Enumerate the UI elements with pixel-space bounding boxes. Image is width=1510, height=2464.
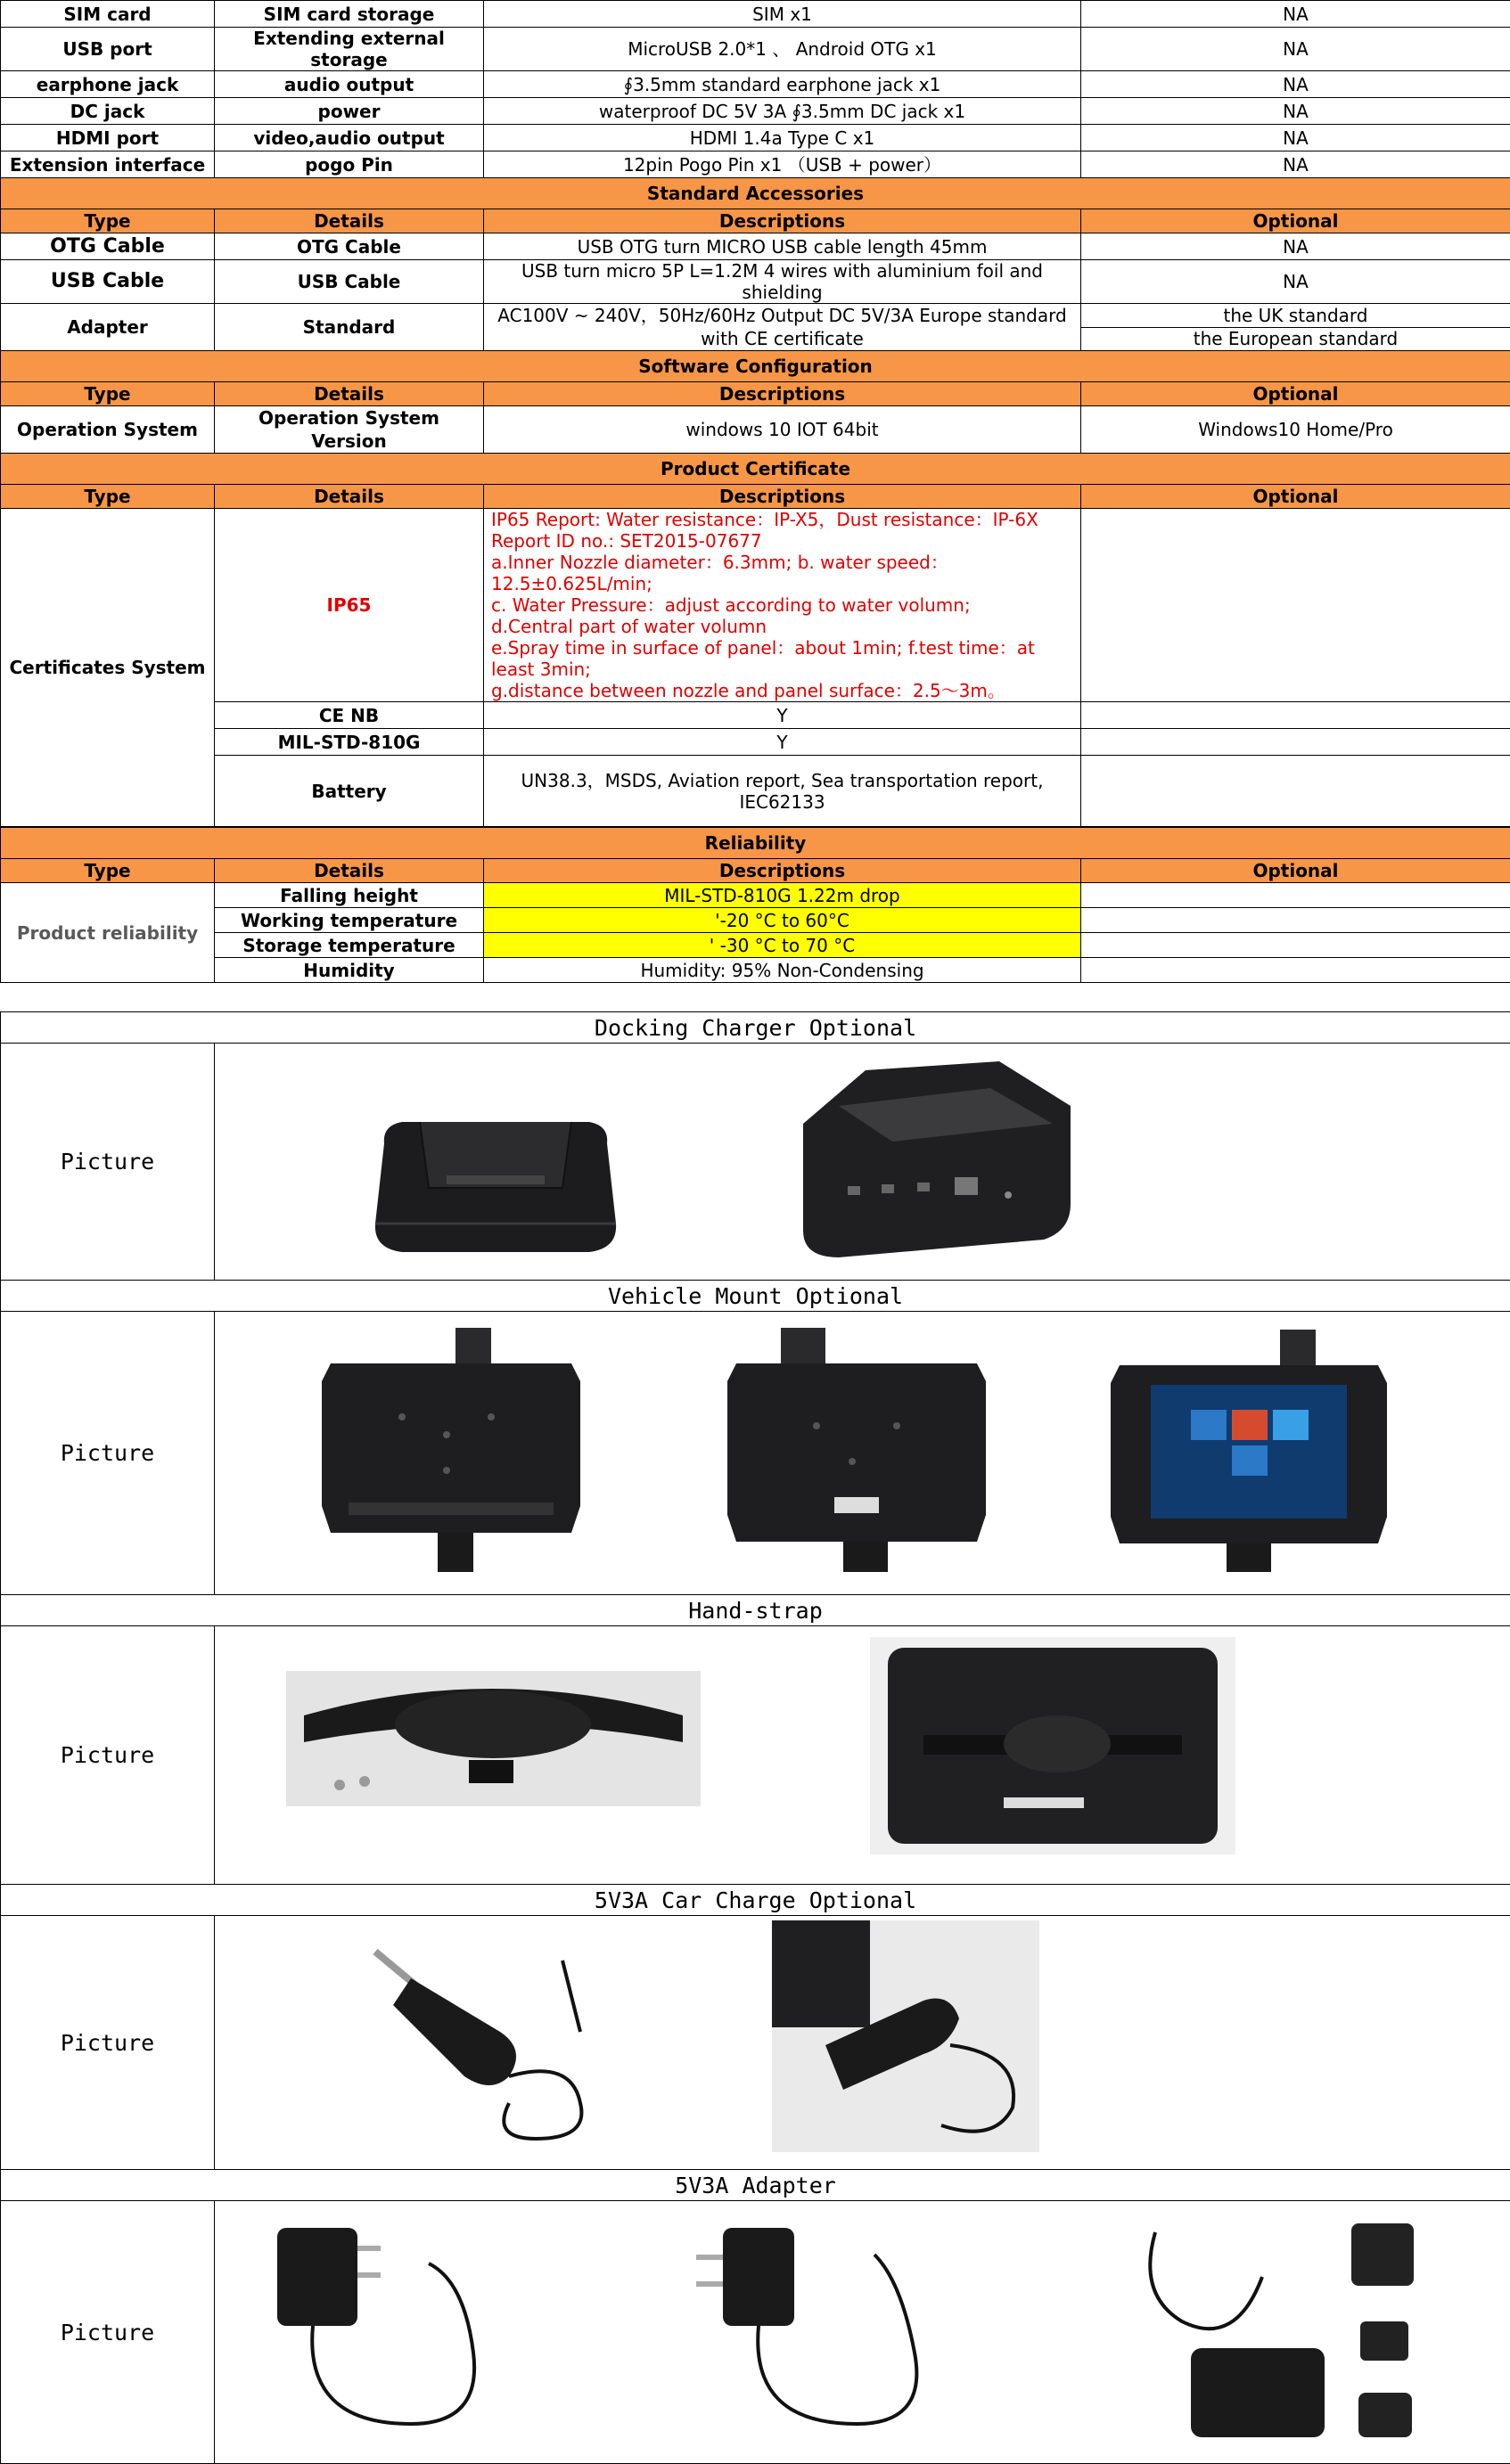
row-optional: NA	[1081, 151, 1510, 178]
ip65-label: IP65	[215, 509, 484, 702]
row-desc: Y	[484, 729, 1081, 756]
section-title-row	[1, 1595, 1510, 1626]
section-title: Software Configuration	[1, 351, 1510, 382]
section-title-row	[1, 1281, 1510, 1312]
section-header-certificate	[1, 454, 1510, 485]
row-optional	[1081, 509, 1510, 702]
row-details: audio output	[215, 71, 484, 98]
ip65-line: d.Central part of water volumn	[491, 616, 767, 637]
row-desc: 12pin Pogo Pin x1 （USB + power）	[484, 151, 1081, 178]
row-details: SIM card storage	[215, 1, 484, 28]
row-details: pogo Pin	[215, 151, 484, 178]
row-desc: windows 10 IOT 64bit	[484, 406, 1081, 454]
ip65-line: e.Spray time in surface of panel：about 1min; f.test time：at least 3min;	[491, 637, 1035, 680]
row-details: Humidity	[215, 958, 484, 983]
row-details: MIL-STD-810G	[215, 729, 484, 756]
column-header-row	[1, 859, 1510, 883]
row-type: Operation System	[1, 406, 215, 454]
reliability-row	[1, 933, 1510, 958]
row-optional: NA	[1081, 125, 1510, 151]
header-type: Type	[1, 485, 215, 509]
row-type: USB port	[1, 28, 215, 71]
reliability-row	[1, 908, 1510, 933]
battery-row	[1, 756, 1510, 827]
row-type: SIM card	[1, 1, 215, 28]
operation-system-row	[1, 406, 1510, 454]
vehicle-mount-front-image	[718, 1328, 995, 1579]
car-charge-pictures	[215, 1916, 1510, 2170]
row-optional: NA	[1081, 98, 1510, 125]
row-details: Battery	[215, 756, 484, 827]
row-type: Adapter	[1, 304, 215, 351]
picture-label: Picture	[1, 1916, 215, 2170]
row-details: Extending external storage	[215, 28, 484, 71]
row-type: earphone jack	[1, 71, 215, 98]
row-desc: USB OTG turn MICRO USB cable length 45mm	[484, 233, 1081, 260]
section-title: Reliability	[1, 828, 1510, 859]
column-header-row	[1, 382, 1510, 406]
section-header-accessories	[1, 178, 1510, 209]
row-optional	[1081, 756, 1510, 827]
row-desc: Y	[484, 702, 1081, 729]
adapter-row	[1, 304, 1510, 328]
row-optional: NA	[1081, 233, 1510, 260]
hand-strap-title: Hand-strap	[1, 1595, 1510, 1626]
row-desc: UN38.3，MSDS, Aviation report, Sea transportation report, IEC62133	[484, 756, 1081, 827]
picture-label: Picture	[1, 1626, 215, 1885]
car-charger-tablet-image	[772, 1920, 1039, 2152]
adapter-desc-line: with CE certificate	[701, 328, 864, 349]
row-desc: SIM x1	[484, 1, 1081, 28]
row-type: USB Cable	[1, 260, 215, 304]
row-optional: Windows10 Home/Pro	[1081, 406, 1510, 454]
ip65-line: c. Water Pressure：adjust according to water volumn;	[491, 594, 971, 616]
picture-label: Picture	[1, 1312, 215, 1595]
picture-row	[1, 1626, 1510, 1885]
us-adapter-image	[250, 2210, 518, 2451]
docking-charger-pictures	[215, 1044, 1510, 1281]
picture-row	[1, 1916, 1510, 2170]
row-optional	[1081, 883, 1510, 908]
section-title: Standard Accessories	[1, 178, 1510, 209]
adapter-pictures	[215, 2201, 1510, 2464]
header-type: Type	[1, 209, 215, 233]
row-optional	[1081, 958, 1510, 983]
row-details: Operation System Version	[215, 406, 484, 454]
vehicle-mount-back-image	[313, 1328, 589, 1579]
row-desc: ' -30 °C to 70 °C	[484, 933, 1081, 958]
row-type: DC jack	[1, 98, 215, 125]
row-optional	[1081, 908, 1510, 933]
otg-cable-row	[1, 233, 1510, 260]
spec-table	[0, 0, 1510, 983]
interchangeable-adapter-image	[1128, 2206, 1485, 2460]
picture-row	[1, 1044, 1510, 1281]
usb-cable-row	[1, 260, 1510, 304]
section-title-row	[1, 2170, 1510, 2201]
column-header-row	[1, 485, 1510, 509]
row-desc: USB turn micro 5P L=1.2M 4 wires with aluminium foil and shielding	[484, 260, 1081, 304]
row-details: USB Cable	[215, 260, 484, 304]
row-optional: NA	[1081, 260, 1510, 304]
header-type: Type	[1, 859, 215, 883]
section-title: Product Certificate	[1, 454, 1510, 485]
row-optional: the UK standard	[1081, 304, 1510, 328]
row-optional: NA	[1081, 71, 1510, 98]
mil-std-row	[1, 729, 1510, 756]
row-optional: the European standard	[1081, 327, 1510, 351]
header-descriptions: Descriptions	[484, 209, 1081, 233]
row-details: Storage temperature	[215, 933, 484, 958]
ip65-line: IP65 Report: Water resistance：IP-X5，Dust resistance：IP-6X Report ID no.: SET2015-07677	[491, 509, 1038, 552]
section-header-software	[1, 351, 1510, 382]
eu-adapter-image	[687, 2210, 955, 2451]
reliability-row	[1, 958, 1510, 983]
row-desc: '-20 °C to 60°C	[484, 908, 1081, 933]
ip65-line: a.Inner Nozzle diameter：6.3mm; b. water speed：12.5±0.625L/min;	[491, 552, 948, 594]
ip65-line: g.distance between nozzle and panel surface：2.5～3m。	[491, 680, 1005, 701]
section-title-row	[1, 1885, 1510, 1916]
header-optional: Optional	[1081, 382, 1510, 406]
header-descriptions: Descriptions	[484, 859, 1081, 883]
hand-strap-pictures	[215, 1626, 1510, 1885]
row-details: Standard	[215, 304, 484, 351]
ip65-row	[1, 509, 1510, 702]
car-charger-image	[357, 1925, 625, 2161]
docking-base-image	[785, 1052, 1088, 1266]
spec-row	[1, 1, 1510, 28]
header-descriptions: Descriptions	[484, 485, 1081, 509]
header-optional: Optional	[1081, 859, 1510, 883]
ce-nb-row	[1, 702, 1510, 729]
spec-row	[1, 71, 1510, 98]
docking-cradle-image	[366, 1090, 625, 1259]
row-details: Falling height	[215, 883, 484, 908]
row-desc: MIL-STD-810G 1.22m drop	[484, 883, 1081, 908]
row-type: HDMI port	[1, 125, 215, 151]
vehicle-mount-title: Vehicle Mount Optional	[1, 1281, 1510, 1312]
header-details: Details	[215, 209, 484, 233]
row-type: OTG Cable	[1, 233, 215, 260]
header-details: Details	[215, 382, 484, 406]
hand-strap-image	[286, 1671, 701, 1806]
row-optional	[1081, 729, 1510, 756]
row-type: Extension interface	[1, 151, 215, 178]
spec-row	[1, 98, 1510, 125]
ip65-report	[484, 509, 1081, 702]
picture-row	[1, 1312, 1510, 1595]
picture-row	[1, 2201, 1510, 2464]
docking-charger-title: Docking Charger Optional	[1, 1012, 1510, 1044]
row-desc: ∮3.5mm standard earphone jack x1	[484, 71, 1081, 98]
row-desc	[484, 304, 1081, 351]
header-optional: Optional	[1081, 485, 1510, 509]
header-optional: Optional	[1081, 209, 1510, 233]
row-optional	[1081, 702, 1510, 729]
optional-accessories-table	[0, 1011, 1510, 2464]
vehicle-mount-tablet-image	[1102, 1321, 1396, 1579]
header-details: Details	[215, 859, 484, 883]
row-desc: Humidity: 95% Non-Condensing	[484, 958, 1081, 983]
adapter-desc-line: AC100V ~ 240V，50Hz/60Hz Output DC 5V/3A Europe standard	[497, 305, 1067, 326]
vehicle-mount-pictures	[215, 1312, 1510, 1595]
row-details: OTG Cable	[215, 233, 484, 260]
header-type: Type	[1, 382, 215, 406]
row-desc: waterproof DC 5V 3A ∮3.5mm DC jack x1	[484, 98, 1081, 125]
header-details: Details	[215, 485, 484, 509]
row-desc: HDMI 1.4a Type C x1	[484, 125, 1081, 151]
section-header-reliability	[1, 828, 1510, 859]
picture-label: Picture	[1, 2201, 215, 2464]
header-descriptions: Descriptions	[484, 382, 1081, 406]
product-reliability-cell: Product reliability	[1, 883, 215, 983]
row-desc: MicroUSB 2.0*1 、 Android OTG x1	[484, 28, 1081, 71]
car-charge-title: 5V3A Car Charge Optional	[1, 1885, 1510, 1916]
row-details: power	[215, 98, 484, 125]
row-details: Working temperature	[215, 908, 484, 933]
spec-row	[1, 28, 1510, 71]
row-details: video,audio output	[215, 125, 484, 151]
row-optional	[1081, 933, 1510, 958]
reliability-row	[1, 883, 1510, 908]
picture-label: Picture	[1, 1044, 215, 1281]
certificates-system-cell: Certificates System	[1, 509, 215, 827]
row-details: CE NB	[215, 702, 484, 729]
spec-row	[1, 151, 1510, 178]
column-header-row	[1, 209, 1510, 233]
row-optional: NA	[1081, 1, 1510, 28]
hand-strap-tablet-image	[870, 1637, 1235, 1854]
adapter-title: 5V3A Adapter	[1, 2170, 1510, 2201]
section-title-row	[1, 1012, 1510, 1044]
row-optional: NA	[1081, 28, 1510, 71]
spec-row	[1, 125, 1510, 151]
